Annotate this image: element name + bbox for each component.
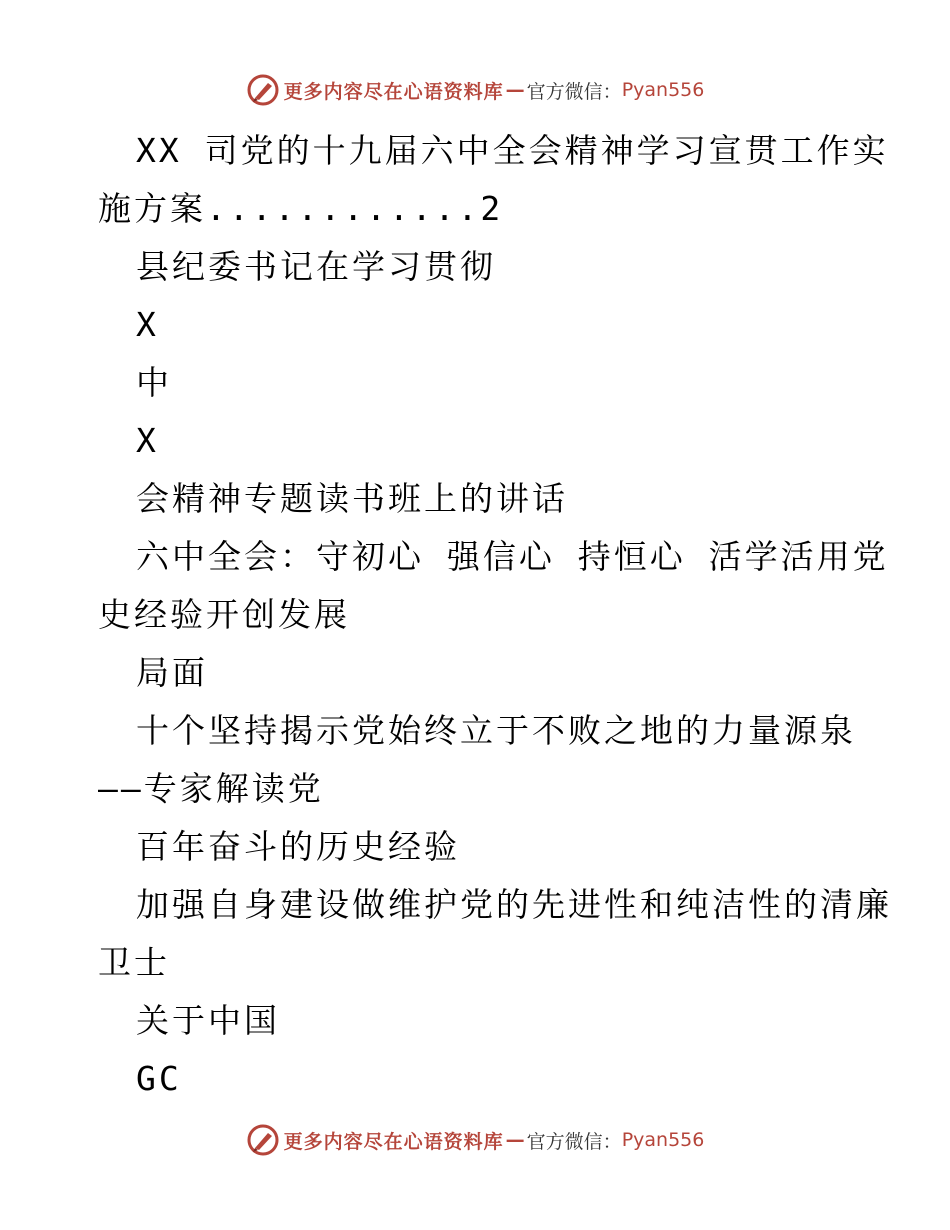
text-line: 施方案............2 [98, 189, 504, 228]
watermark-text: 更多内容尽在心语资料库 [283, 80, 504, 103]
text-line: X [136, 421, 159, 460]
watermark-dash: — [505, 1129, 525, 1151]
text-line: 关于中国 [136, 1001, 280, 1040]
text-line: 十个坚持揭示党始终立于不败之地的力量源泉 [136, 711, 856, 750]
wechat-label: 官方微信： [526, 1130, 622, 1153]
text-line: 百年奋斗的历史经验 [136, 827, 460, 866]
text-line: 会精神专题读书班上的讲话 [136, 479, 568, 518]
header-watermark [0, 70, 950, 110]
text-line: ——专家解读党 [98, 769, 324, 808]
pen-logo-icon [246, 1123, 280, 1157]
pen-logo-icon [246, 73, 280, 107]
text-line: 卫士 [98, 943, 170, 982]
text-line: 加强自身建设做维护党的先进性和纯洁性的清廉 [136, 885, 892, 924]
document-body [98, 122, 892, 1108]
wechat-label: 官方微信： [526, 80, 622, 103]
text-line: X [136, 305, 159, 344]
text-line: 六中全会：守初心 强信心 持恒心 活学活用党 [136, 537, 889, 576]
watermark-dash: — [505, 79, 525, 101]
watermark-text: 更多内容尽在心语资料库 [283, 1130, 504, 1153]
text-line: 中 [136, 363, 172, 402]
footer-watermark [0, 1120, 950, 1160]
text-line: 县纪委书记在学习贯彻 [136, 247, 496, 286]
wechat-id: Pyan556 [621, 79, 705, 101]
text-line: 局面 [136, 653, 208, 692]
wechat-id: Pyan556 [621, 1129, 705, 1151]
text-line: GC [136, 1059, 182, 1098]
text-line: 史经验开创发展 [98, 595, 350, 634]
text-line: XX 司党的十九届六中全会精神学习宣贯工作实 [136, 131, 889, 170]
